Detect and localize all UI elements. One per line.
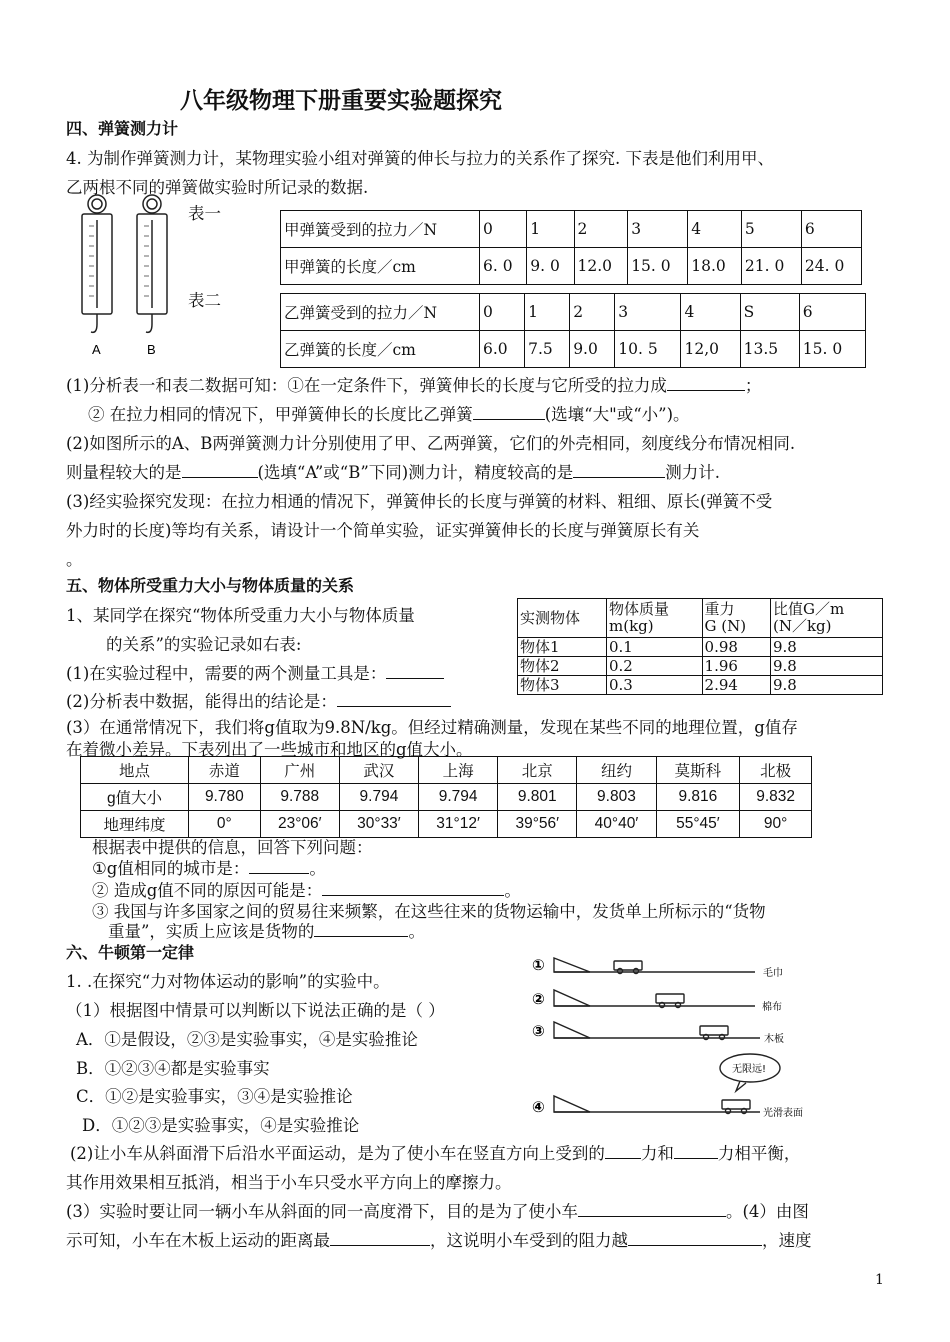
table-cell: 15. 0 — [628, 248, 688, 285]
table-cell: 武汉 — [339, 757, 418, 784]
answer-blank[interactable] — [314, 921, 408, 937]
sec4-q3b: 外力时的长度)等均有关系，请设计一个简单实验，证实弹簧伸长的长度与弹簧原长有关 — [66, 521, 700, 540]
answer-blank[interactable] — [667, 375, 745, 391]
table1-label: 表一 — [188, 204, 221, 223]
table-cell: 2 — [574, 211, 628, 248]
table-cell: 90° — [740, 811, 812, 838]
sec6-intro: 1. .在探究“力对物体运动的影响”的实验中。 — [66, 972, 390, 991]
table-cell: 上海 — [419, 757, 498, 784]
sec5-q3-line1: (3）在通常情况下，我们将g值取为9.8N/kg。但经过精确测量，发现在某些不同的地理位置，g值存 — [66, 718, 798, 737]
table-cell: 0 — [480, 294, 525, 331]
sec4-q3c: 。 — [66, 550, 83, 569]
table-cell: 12.0 — [574, 248, 628, 285]
table-cell: 赤道 — [189, 757, 261, 784]
sec4-q1b: ② 在拉力相同的情况下，甲弹簧伸长的长度比乙弹簧 (选壤“大"或“小”)。 — [88, 405, 690, 424]
sec5-q1: (1)在实验过程中，需要的两个测量工具是： — [66, 660, 444, 684]
table-cell: 9.780 — [189, 784, 261, 811]
table-cell: 甲弹簧的长度／cm — [281, 248, 480, 285]
sec5-intro-line1: 1、某同学在探究“物体所受重力大小与物体质量 — [66, 606, 415, 625]
speech-bubble-text: 无限远! — [732, 1064, 767, 1075]
table-cell: 24. 0 — [801, 248, 861, 285]
table-cell: 0.1 — [607, 638, 703, 657]
table-cell: 6.0 — [480, 331, 525, 368]
table-row — [281, 294, 866, 331]
surface-label-wood: 木板 — [764, 1034, 784, 1045]
sec5-q3-line2: 在着微小差异。下表列出了一些城市和地区的g值大小。 — [66, 740, 473, 759]
table-cell: g值大小 — [81, 784, 189, 811]
table-cell: 北京 — [498, 757, 577, 784]
answer-blank[interactable] — [386, 663, 444, 679]
table-cell: 5 — [741, 211, 801, 248]
table-cell: 9. 0 — [527, 248, 574, 285]
page-number: 1 — [875, 1272, 884, 1288]
table-cell: 40°40′ — [577, 811, 656, 838]
answer-blank[interactable] — [322, 880, 504, 896]
table-row — [281, 211, 862, 248]
table-cell: 21. 0 — [741, 248, 801, 285]
table2-label: 表二 — [188, 291, 221, 310]
table-cell: 9.0 — [570, 331, 615, 368]
answer-blank[interactable] — [182, 462, 258, 478]
sec4-q3a: (3)经实验探究发现：在拉力相通的情况下，弹簧伸长的长度与弹簧的材料、粗细、原长(弹簧不受 — [66, 492, 773, 511]
sec4-q1a: (1)分析表一和表二数据可知：①在一定条件下，弹簧伸长的长度与它所受的拉力成 ； — [66, 376, 762, 395]
table-cell: S — [740, 294, 799, 331]
sec5-s2: ② 造成g值不同的原因可能是： 。 — [92, 881, 521, 900]
table-cell: 9.8 — [770, 676, 882, 695]
section-5-heading: 五、物体所受重力大小与物体质量的关系 — [66, 576, 355, 595]
sec4-q2a: (2)如图所示的A、B两弹簧测力计分别使用了甲、乙两弹簧，它们的外壳相同，刻度线分布情况相同. — [66, 434, 796, 453]
table-cell: 1 — [525, 294, 570, 331]
fig-label-a: A — [92, 342, 101, 357]
table-cell: 3 — [615, 294, 681, 331]
table-cell: 13.5 — [740, 331, 799, 368]
fig-label-b: B — [147, 342, 156, 357]
table-cell: 6. 0 — [480, 248, 527, 285]
table-header-cell: 物体质量 m(kg) — [607, 599, 703, 638]
table-cell: 9.788 — [260, 784, 339, 811]
sec5-q2: (2)分析表中数据，能得出的结论是： — [66, 688, 451, 712]
table-cell: 北极 — [740, 757, 812, 784]
table-header-cell: 实测物体 — [518, 599, 607, 638]
table-cell: 乙弹簧的长度／cm — [281, 331, 480, 368]
surface-label-towel: 毛巾 — [763, 968, 783, 979]
answer-blank[interactable] — [337, 691, 451, 707]
table-row — [81, 757, 812, 784]
table-cell: 12,0 — [681, 331, 740, 368]
g-value-table — [80, 756, 812, 838]
table-cell: 9.803 — [577, 784, 656, 811]
spring-table-2 — [280, 293, 866, 368]
sec4-q2b: 则量程较大的是 (选填“A”或“B”下同)测力计，精度较高的是 测力计. — [66, 463, 720, 482]
table-cell: 30°33′ — [339, 811, 418, 838]
option-a[interactable]: A．①是假设，②③是实验事实，④是实验推论 — [76, 1030, 418, 1049]
section-4-heading: 四、弹簧测力计 — [66, 119, 179, 138]
answer-blank[interactable] — [573, 462, 665, 478]
table-cell: 纽约 — [577, 757, 656, 784]
table-row — [518, 638, 883, 657]
table-cell: 广州 — [260, 757, 339, 784]
table-cell: 6 — [799, 294, 865, 331]
table-cell: 莫斯科 — [656, 757, 740, 784]
surface-label-cloth: 棉布 — [762, 1002, 782, 1013]
table-cell: 9.832 — [740, 784, 812, 811]
table-cell: 0 — [480, 211, 527, 248]
table-cell: 0.3 — [607, 676, 703, 695]
table-cell: 9.794 — [339, 784, 418, 811]
table-cell: 9.801 — [498, 784, 577, 811]
answer-blank[interactable] — [605, 1143, 641, 1159]
table-cell: 23°06′ — [260, 811, 339, 838]
sec6-q1: （1）根据图中情景可以判断以下说法正确的是（ ） — [66, 1001, 445, 1020]
table-cell: 39°56′ — [498, 811, 577, 838]
option-b[interactable]: B．①②③④都是实验事实 — [76, 1059, 270, 1078]
option-d[interactable]: D．①②③是实验事实，④是实验推论 — [82, 1116, 360, 1135]
page-title: 八年级物理下册重要实验题探究 — [180, 88, 502, 114]
table-cell: 55°45′ — [656, 811, 740, 838]
table-cell: 4 — [688, 211, 742, 248]
table-cell: 9.8 — [770, 657, 882, 676]
sec6-q2-line1: (2)让小车从斜面滑下后沿水平面运动，是为了使小车在竖直方向上受到的 力和 力相平衡， — [70, 1144, 801, 1163]
table-header-cell: 重力 G (N) — [702, 599, 770, 638]
trial-3-number: ③ — [532, 1022, 545, 1040]
table-cell: 2.94 — [702, 676, 770, 695]
surface-label-smooth: 光滑表面 — [763, 1108, 803, 1119]
table-cell: 9.794 — [419, 784, 498, 811]
sec6-q2-line2: 其作用效果相互抵消，相当于小车只受水平方向上的摩擦力。 — [66, 1173, 512, 1192]
table-cell: 物体2 — [518, 657, 607, 676]
trial-1-number: ① — [532, 956, 545, 974]
table-cell: 9.8 — [770, 638, 882, 657]
sec5-s3-line1: ③ 我国与许多国家之间的贸易往来频繁，在这些往来的货物运输中，发货单上所标示的“货物 — [92, 902, 766, 921]
sec6-q4: 示可知，小车在木板上运动的距离最 ，这说明小车受到的阻力越 ，速度 — [66, 1231, 812, 1250]
sec4-intro-line1: 4. 为制作弹簧测力计，某物理实验小组对弹簧的伸长与拉力的关系作了探究. 下表是他们利用甲、 — [66, 149, 774, 168]
table-row — [81, 784, 812, 811]
table-cell: 18.0 — [688, 248, 742, 285]
table-cell: 地理纬度 — [81, 811, 189, 838]
table-cell: 1 — [527, 211, 574, 248]
sec5-sub-intro: 根据表中提供的信息，回答下列问题： — [92, 838, 373, 857]
answer-blank[interactable] — [578, 1201, 726, 1217]
table-cell: 0.98 — [702, 638, 770, 657]
sec5-s3-line2: 重量”，实质上应该是货物的 。 — [108, 922, 425, 941]
table-cell: 乙弹簧受到的拉力／N — [281, 294, 480, 331]
table-cell: 0° — [189, 811, 261, 838]
sec4-intro-line2: 乙两根不同的弹簧做实验时所记录的数据. — [66, 178, 369, 197]
table-cell: 甲弹簧受到的拉力／N — [281, 211, 480, 248]
answer-blank[interactable] — [330, 1230, 430, 1246]
table-row — [518, 599, 883, 638]
mass-gravity-table — [517, 598, 883, 695]
trial-2-number: ② — [532, 990, 545, 1008]
spring-table-1 — [280, 210, 862, 285]
table-cell: 3 — [628, 211, 688, 248]
answer-blank[interactable] — [473, 404, 545, 420]
answer-blank[interactable] — [628, 1230, 762, 1246]
answer-blank[interactable] — [249, 858, 309, 874]
sec6-q3: (3）实验时要让同一辆小车从斜面的同一高度滑下，目的是为了使小车 。(4）由图 — [66, 1202, 809, 1221]
table-cell: 物体3 — [518, 676, 607, 695]
table-cell: 9.816 — [656, 784, 740, 811]
sec5-s1: ①g值相同的城市是： 。 — [92, 859, 326, 878]
table-cell: 10. 5 — [615, 331, 681, 368]
table-row — [281, 331, 866, 368]
table-cell: 1.96 — [702, 657, 770, 676]
sec5-intro-line2: 的关系”的实验记录如右表: — [106, 635, 302, 654]
table-cell: 物体1 — [518, 638, 607, 657]
table-cell: 6 — [801, 211, 861, 248]
table-header-cell: 比值G／m (N／kg) — [770, 599, 882, 638]
table-cell: 31°12′ — [419, 811, 498, 838]
table-cell: 0.2 — [607, 657, 703, 676]
table-row — [518, 676, 883, 695]
table-cell: 地点 — [81, 757, 189, 784]
table-cell: 15. 0 — [799, 331, 865, 368]
trial-4-number: ④ — [532, 1098, 545, 1116]
option-c[interactable]: C．①②是实验事实，③④是实验推论 — [76, 1087, 353, 1106]
spring-scales-figure — [70, 190, 185, 360]
table-row — [281, 248, 862, 285]
table-cell: 7.5 — [525, 331, 570, 368]
table-cell: 4 — [681, 294, 740, 331]
section-6-heading: 六、牛顿第一定律 — [66, 943, 195, 962]
answer-blank[interactable] — [674, 1143, 718, 1159]
table-row — [518, 657, 883, 676]
table-cell: 2 — [570, 294, 615, 331]
incline-experiment-figure — [530, 950, 830, 1128]
